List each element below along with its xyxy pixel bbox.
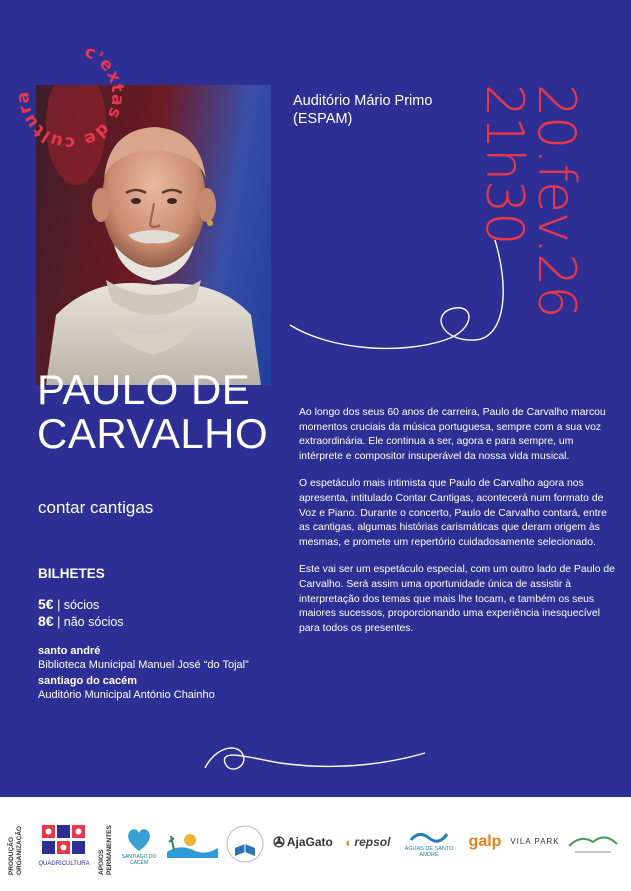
wave-icon	[409, 828, 449, 846]
library-logo	[224, 819, 266, 869]
location-place: Biblioteca Municipal Manuel José “do Tojal”	[38, 659, 249, 671]
landscape-icon	[565, 828, 621, 858]
vila-park-logo	[510, 829, 560, 853]
description	[299, 406, 619, 649]
sines-coast-logo	[165, 825, 220, 865]
repsol-flame-icon: ◖	[343, 834, 352, 850]
price-row	[38, 613, 298, 630]
aguas-santo-andre-logo	[398, 821, 460, 865]
production-label: PRODUÇÃO ORGANIZAÇÃO	[8, 825, 23, 875]
repsol-text: repsol	[354, 835, 391, 849]
ajagato-text: AjaGato	[286, 835, 333, 849]
heart-icon	[124, 824, 154, 854]
venue-name: Auditório Mário Primo	[293, 93, 433, 109]
decorative-underline-swirl	[200, 728, 430, 788]
artist-name-line2: CARVALHO	[37, 410, 269, 457]
support-label: APOIOS PERMANENTES	[98, 825, 113, 875]
price-label: | sócios	[57, 598, 100, 612]
beach-icon	[165, 830, 220, 860]
venue	[293, 92, 432, 128]
galp-text: galp	[468, 833, 502, 850]
cat-icon: ✇	[273, 833, 285, 850]
book-icon	[225, 822, 265, 866]
price-amount: 5€	[38, 596, 54, 612]
tickets-heading: BILHETES	[38, 566, 105, 581]
tickets-section	[38, 566, 298, 702]
description-paragraph: O espetáculo mais intimista que Paulo de Carvalho agora nos apresenta, intitulado Contar Cantigas, acontecerá num formato de Voz e Piano. Durante o concerto, Paulo de Carvalho contará, entre as cantigas, algumas histórias carismáticas que deram origem às mesmas, e promete um repertório cuidadosamente selecionado.	[299, 478, 607, 548]
svg-text:c'extas de cultura	[13, 42, 128, 153]
show-title: contar cantigas	[38, 498, 154, 517]
sponsor-footer	[0, 797, 631, 891]
price-amount: 8€	[38, 613, 54, 629]
vila-park-text: VILA PARK	[510, 836, 560, 846]
ajagato-logo	[272, 827, 334, 857]
quadricultura-text: QUADRICULTURA	[38, 860, 90, 867]
venue-abbrev: (ESPAM)	[293, 111, 353, 127]
aguas-santo-andre-text: ÁGUAS DE SANTO ANDRÉ	[404, 846, 454, 858]
quadricultura-icon	[41, 824, 87, 858]
quadricultura-logo	[40, 815, 88, 875]
santiago-cacem-logo	[115, 815, 163, 875]
location-town: santo andré	[38, 645, 101, 657]
description-paragraph: Ao longo dos seus 60 anos de carreira, Paulo de Carvalho marcou momentos cruciais da música portuguesa, sempre com a sua voz extraordinária. Ele continua a ser, agora e para sempre, um intérprete e compositor insuperável da nossa vida musical.	[299, 407, 606, 462]
decorative-swirl	[260, 230, 520, 370]
location-town: santiago do cacém	[38, 675, 138, 687]
artist-name-line1: PAULO DE	[37, 366, 251, 413]
stamp-text: c'extas de cultura	[13, 41, 128, 153]
description-paragraph: Este vai ser um espetáculo especial, com um outro lado de Paulo de Carvalho. Será assim uma oportunidade única de assistir à interpretação dos temas que mais lhe tocam, e também os seus maiores sucessos, proporcionando uma experiência inesquecível para todos os presentes.	[299, 564, 615, 634]
cextas-de-cultura-stamp	[13, 38, 128, 153]
galp-logo	[462, 827, 508, 857]
event-time: 21h30	[474, 84, 534, 245]
price-label: | não sócios	[57, 615, 124, 629]
santiago-cacem-text: SANTIAGO DO CACÉM	[121, 854, 157, 866]
price-row	[38, 596, 298, 613]
location-place: Auditório Municipal António Chainho	[38, 689, 215, 701]
event-day: 20.fev.26	[526, 84, 586, 318]
herdade-logo	[563, 823, 623, 863]
artist-name	[37, 368, 268, 456]
repsol-logo	[338, 827, 396, 857]
